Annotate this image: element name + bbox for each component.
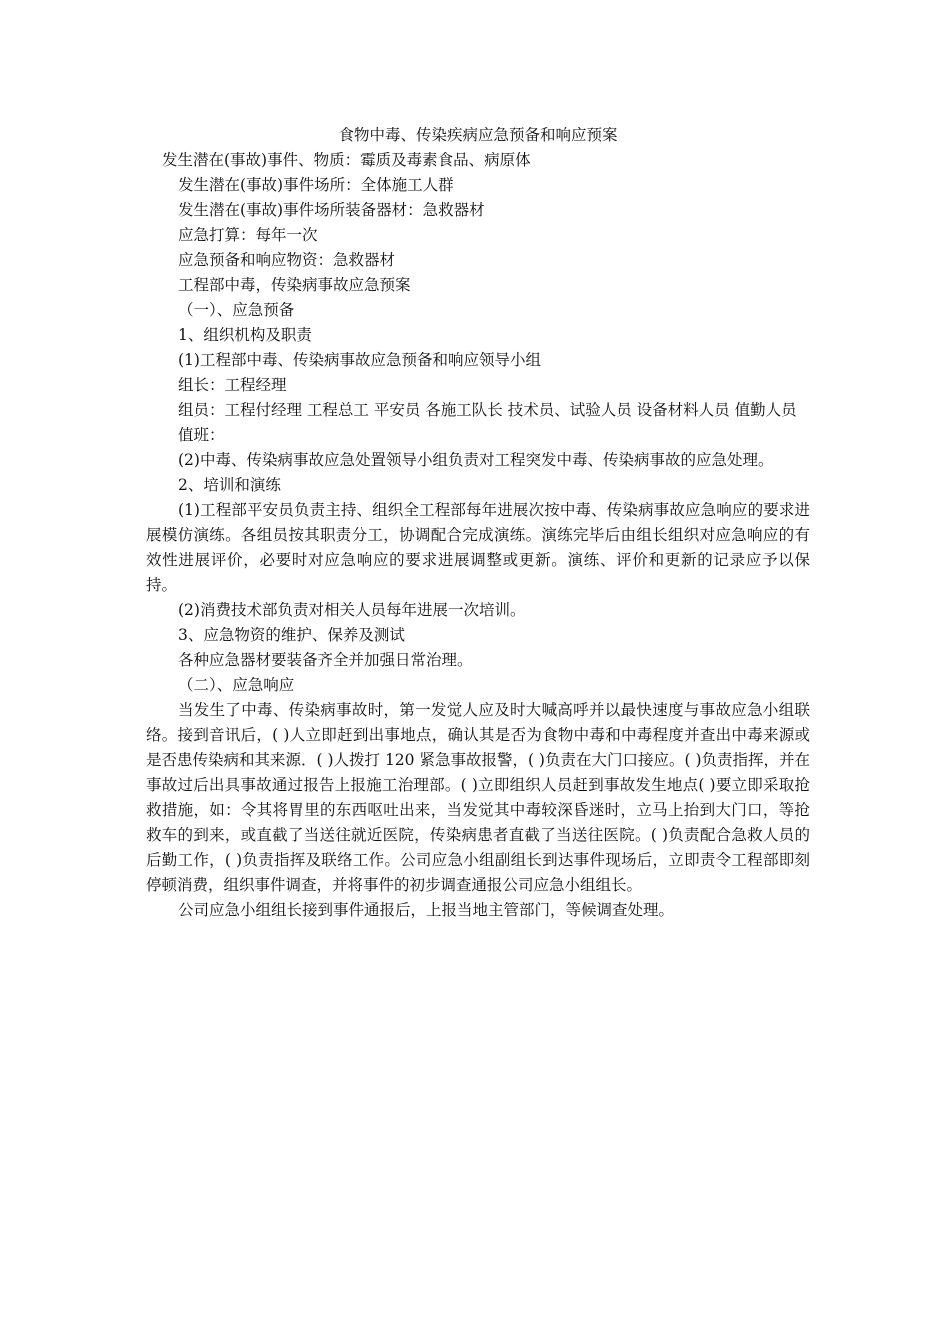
paragraph: 发生潜在(事故)事件、物质：霉质及毒素食品、病原体 (162, 151, 531, 169)
subsection-heading: 2、培训和演练 (178, 476, 281, 494)
paragraph: 组长：工程经理 (178, 376, 287, 394)
paragraph: 公司应急小组组长接到事件通报后，上报当地主管部门，等候调查处理。 (178, 901, 675, 919)
document-body (146, 123, 810, 923)
paragraph: 各种应急器材要装备齐全并加强日常治理。 (178, 651, 473, 669)
section-heading: （二）、应急响应 (178, 676, 295, 694)
subsection-heading: 3、应急物资的维护、保养及测试 (178, 626, 405, 644)
paragraph: 工程部中毒，传染病事故应急预案 (178, 276, 411, 294)
paragraph: 应急打算：每年一次 (178, 226, 318, 244)
paragraph: (1)工程部中毒、传染病事故应急预备和响应领导小组 (178, 351, 541, 369)
document-title: 食物中毒、传染疾病应急预备和响应预案 (338, 126, 618, 144)
paragraph: 值班： (178, 426, 225, 444)
paragraph: 组员：工程付经理 工程总工 平安员 各施工队长 技术员、试验人员 设备材料人员 值勤人员 (178, 401, 797, 419)
section-heading: （一）、应急预备 (178, 301, 295, 319)
paragraph: 发生潜在(事故)事件场所装备器材：急救器材 (178, 201, 485, 219)
paragraph: 当发生了中毒、传染病事故时，第一发觉人应及时大喊高呼并以最快速度与事故应急小组联络。接到音讯后，( )人立即赶到出事地点，确认其是否为食物中毒和中毒程度并查出中毒来源或是否患传染病和其来源．( )人拨打 120 紧急事故报警，( )负责在大门口接应。( )负责指挥，并在事故过后出具事故通过报告上报施工治理部。( )立即组织人员赶到事故发生地点( )要立即采取抢救措施，如：令其将胃里的东西呕吐出来，当发觉其中毒较深昏迷时，立马上抬到大门口，等抢救车的到来，或直截了当送往就近医院，传染病患者直截了当送往医院。( )负责配合急救人员的后勤工作，( )负责指挥及联络工作。公司应急小组副组长到达事件现场后，立即责令工程部即刻停顿消费，组织事件调查，并将事件的初步调查通报公司应急小组组长。 (146, 701, 811, 894)
paragraph: (2)中毒、传染病事故应急处置领导小组负责对工程突发中毒、传染病事故的应急处理。 (178, 451, 774, 469)
paragraph: 发生潜在(事故)事件场所：全体施工人群 (178, 176, 454, 194)
paragraph: (1)工程部平安员负责主持、组织全工程部每年进展次按中毒、传染病事故应急响应的要求进展模仿演练。各组员按其职责分工，协调配合完成演练。演练完毕后由组长组织对应急响应的有效性进展评价，必要时对应急响应的要求进展调整或更新。演练、评价和更新的记录应予以保持。 (146, 501, 810, 594)
paragraph: (2)消费技术部负责对相关人员每年进展一次培训。 (178, 601, 526, 619)
paragraph: 应急预备和响应物资：急救器材 (178, 251, 396, 269)
subsection-heading: 1、组织机构及职责 (178, 326, 312, 344)
